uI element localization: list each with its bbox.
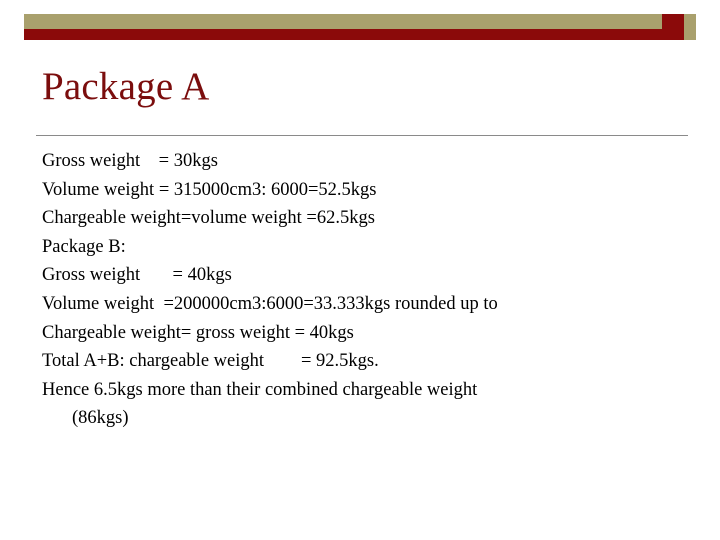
- body-line: Gross weight = 30kgs: [42, 151, 218, 171]
- olive-bar: [24, 14, 696, 29]
- body-line-final: Hence 6.5kgs more than their combined chargeable weight: [42, 379, 478, 400]
- body-line: Package B:: [42, 236, 126, 257]
- olive-accent-block: [684, 29, 696, 40]
- body-line: Volume weight =200000cm3:6000=33.333kgs rounded up to: [42, 293, 498, 314]
- slide-body: [42, 147, 682, 433]
- maroon-bar: [24, 29, 696, 40]
- page-title: Package A: [42, 65, 210, 108]
- slide-decoration-bars: [24, 14, 696, 44]
- body-line: Total A+B: chargeable weight = 92.5kgs.: [42, 351, 379, 372]
- maroon-accent-block: [662, 14, 684, 29]
- body-line: Volume weight = 315000cm3: 6000=52.5kgs: [42, 179, 377, 200]
- body-line: Chargeable weight=volume weight =62.5kgs: [42, 208, 375, 229]
- title-divider: [36, 135, 688, 136]
- body-line: Gross weight = 40kgs: [42, 265, 232, 286]
- body-line-final-continuation: (86kgs): [72, 408, 129, 429]
- body-line: Chargeable weight= gross weight = 40kgs: [42, 322, 354, 343]
